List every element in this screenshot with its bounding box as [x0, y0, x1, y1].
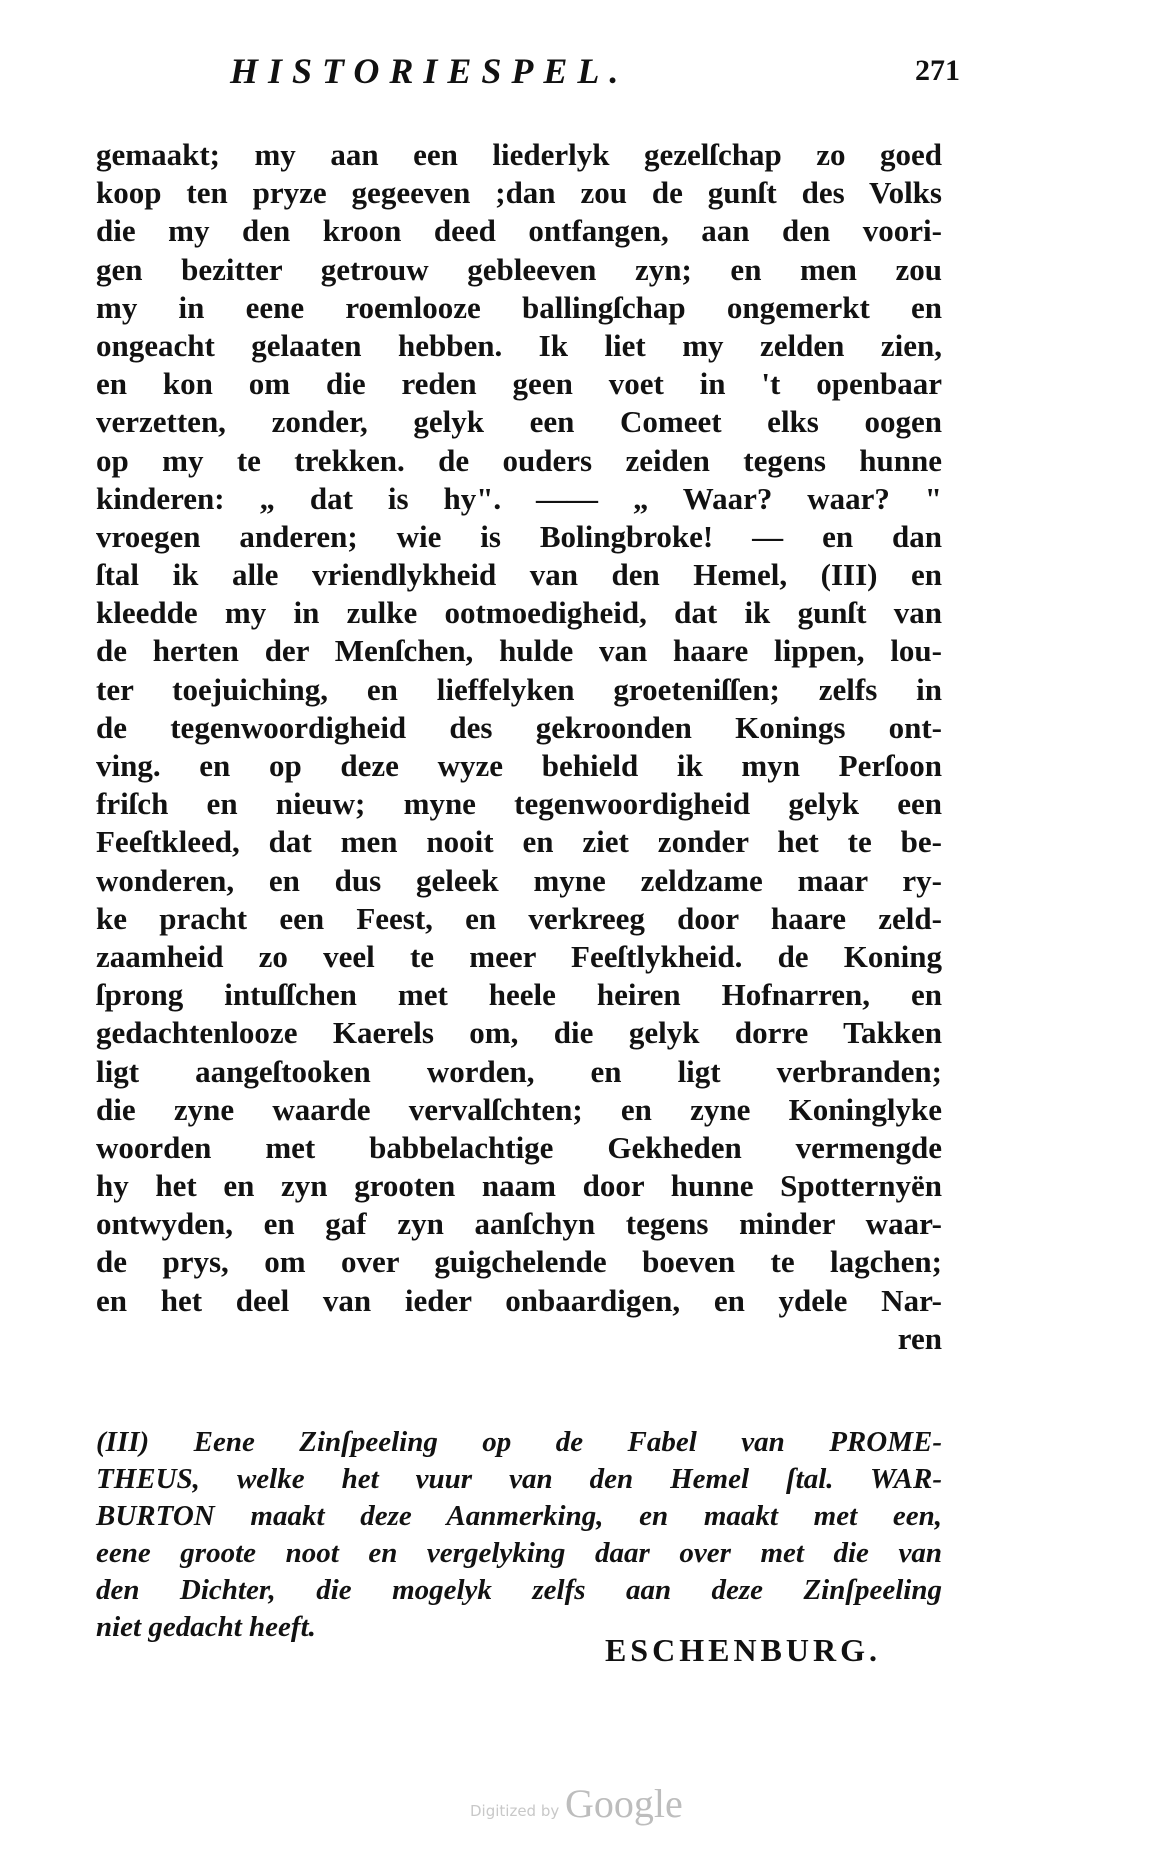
- text-line: en het deel van ieder onbaardigen, en ydele Nar-: [96, 1282, 942, 1318]
- text-line: koop ten pryze gegeeven ;dan zou de gunſt des Volks: [96, 175, 942, 211]
- catchword: ren: [897, 1320, 942, 1356]
- text-line: en kon om die reden geen voet in 't openbaar: [96, 366, 942, 402]
- google-logo: Google: [565, 1781, 683, 1826]
- text-line: die my den kroon deed ontfangen, aan den voori-: [96, 213, 942, 249]
- text-line: ligt aangeſtooken worden, en ligt verbranden;: [96, 1053, 942, 1089]
- footnote-line: niet gedacht heeft.: [96, 1611, 316, 1643]
- text-line: de herten der Menſchen, hulde van haare lippen, lou-: [96, 633, 942, 669]
- text-line: ke pracht een Feest, en verkreeg door haare zeld-: [96, 900, 942, 936]
- footnote-line: THEUS, welke het vuur van den Hemel ſtal. WAR-: [96, 1463, 942, 1495]
- footnote: [96, 1424, 942, 1646]
- page-number: 271: [915, 54, 960, 87]
- text-line: kleedde my in zulke ootmoedigheid, dat ik gunſt van: [96, 595, 942, 631]
- page-header: [230, 50, 960, 100]
- text-line: gemaakt; my aan een liederlyk gezelſchap zo goed: [96, 137, 942, 172]
- text-line: wonderen, en dus geleek myne zeldzame maar ry-: [96, 862, 942, 898]
- text-line: Feeſtkleed, dat men nooit en ziet zonder het te be-: [96, 824, 942, 860]
- text-line: kinderen: „ dat is hy". —— „ Waar? waar? ": [96, 480, 942, 516]
- text-line: die zyne waarde vervalſchten; en zyne Koninglyke: [96, 1091, 942, 1127]
- text-line: de prys, om over guigchelende boeven te lagchen;: [96, 1244, 942, 1280]
- text-line: woorden met babbelachtige Gekheden vermengde: [96, 1129, 942, 1165]
- footnote-line: den Dichter, die mogelyk zelfs aan deze Zinſpeeling: [96, 1574, 942, 1606]
- text-line: gen bezitter getrouw gebleeven zyn; en men zou: [96, 251, 942, 287]
- text-line: friſch en nieuw; myne tegenwoordigheid gelyk een: [96, 786, 942, 822]
- body-text: [96, 136, 942, 1358]
- running-title: HISTORIESPEL.: [230, 51, 629, 91]
- footnote-line: (III) Eene Zinſpeeling op de Fabel van PROME-: [96, 1426, 942, 1458]
- text-line: gedachtenlooze Kaerels om, die gelyk dorre Takken: [96, 1015, 942, 1051]
- watermark-prefix: Digitized by: [470, 1802, 560, 1820]
- google-watermark: [470, 1780, 710, 1830]
- text-line: ſprong intuſſchen met heele heiren Hofnarren, en: [96, 977, 942, 1013]
- text-line: de tegenwoordigheid des gekroonden Konings ont-: [96, 709, 942, 745]
- text-line: ter toejuiching, en lieffelyken groeteniſſen; zelfs in: [96, 671, 942, 707]
- text-line: ſtal ik alle vriendlykheid van den Hemel, (III) en: [96, 557, 942, 593]
- footnote-line: eene groote noot en vergelyking daar over met die van: [96, 1537, 942, 1569]
- footnote-line: BURTON maakt deze Aanmerking, en maakt met een,: [96, 1500, 942, 1532]
- text-line: ongeacht gelaaten hebben. Ik liet my zelden zien,: [96, 327, 942, 363]
- text-line: ontwyden, en gaf zyn aanſchyn tegens minder waar-: [96, 1206, 942, 1242]
- text-line: zaamheid zo veel te meer Feeſtlykheid. de Koning: [96, 938, 942, 974]
- text-line: my in eene roemlooze ballingſchap ongemerkt en: [96, 289, 942, 325]
- text-line: hy het en zyn grooten naam door hunne Spotternyën: [96, 1168, 942, 1204]
- text-line: vroegen anderen; wie is Bolingbroke! — en dan: [96, 518, 942, 554]
- text-line: ving. en op deze wyze behield ik myn Perſoon: [96, 748, 942, 783]
- footnote-signature: ESCHENBURG.: [604, 1632, 881, 1668]
- text-line: op my te trekken. de ouders zeiden tegens hunne: [96, 442, 942, 478]
- text-line: verzetten, zonder, gelyk een Comeet elks oogen: [96, 404, 942, 440]
